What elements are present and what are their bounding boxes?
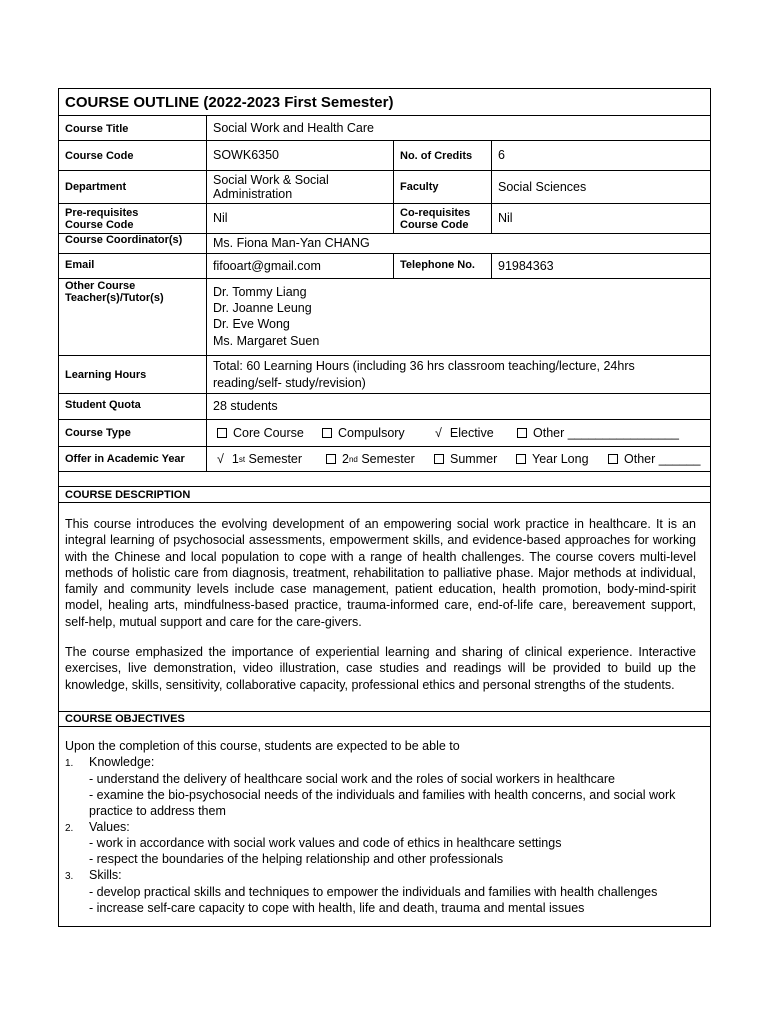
description-heading: COURSE DESCRIPTION (65, 488, 191, 501)
email-value: fifooart@gmail.com (206, 254, 393, 278)
course-type-row (59, 420, 710, 447)
email-label: Email (65, 259, 95, 271)
objectives-heading: COURSE OBJECTIVES (65, 713, 185, 725)
teacher-name: Dr. Joanne Leung (213, 301, 312, 316)
course-code-label: Course Code (65, 149, 134, 162)
option-other-year[interactable] (608, 447, 700, 471)
academic-year-label: Offer in Academic Year (65, 453, 185, 465)
checkbox-icon (516, 454, 526, 464)
objective-title: Values: (89, 819, 130, 834)
email-row (59, 254, 710, 279)
description-paragraph: This course introduces the evolving development of an empowering social work practice in healthcare. It is an integral learning of psychosocial assessments, empowerment skills, and evidence-based approaches for working with the Chinese and local population to cope with a range of health challenges. The course covers multi-level methods of holistic care from diagnosis, treatment, rehabilitation to palliative phase. Major methods at individual, family and community levels include case management, patient education, health promotion, body-mind-spirit model, healing arts, mindfulness-based practice, trauma-informed care, end-of-life care, bereavement support, self-help, mutual support and care for the care-givers. (65, 517, 696, 629)
teacher-name: Dr. Tommy Liang (213, 285, 307, 299)
option-label: Year Long (532, 451, 589, 466)
objective-title: Knowledge: (89, 754, 155, 769)
option-compulsory[interactable] (322, 420, 405, 446)
option-label: Other ______ (624, 451, 701, 466)
objective-point: - work in accordance with social work values and code of ethics in healthcare settings (89, 836, 562, 851)
teachers-list (206, 279, 710, 355)
option-label: Summer (450, 451, 498, 466)
teachers-label-line1: Other Course (65, 280, 136, 292)
prerequisites-label-line1: Pre-requisites (65, 207, 139, 219)
telephone-label: Telephone No. (393, 254, 491, 278)
department-row (59, 171, 710, 204)
corequisites-value: Nil (491, 204, 710, 233)
option-core-course[interactable] (217, 420, 304, 446)
teacher-name: Dr. Eve Wong (213, 317, 290, 332)
checkbox-icon (517, 428, 527, 438)
faculty-label: Faculty (393, 171, 491, 203)
telephone-value: 91984363 (491, 254, 710, 278)
option-label: Elective (449, 425, 494, 440)
page-title: COURSE OUTLINE (2022-2023 First Semester) (65, 93, 394, 111)
learning-hours-value (206, 356, 710, 393)
option-number: 2 (342, 451, 349, 466)
learning-hours-line1: Total: 60 Learning Hours (including 36 hrs classroom teaching/lecture, 24hrs (213, 359, 635, 373)
objective-title: Skills: (89, 868, 122, 883)
objective-point: - respect the boundaries of the helping relationship and other professionals (89, 852, 504, 867)
coordinator-row (59, 234, 710, 254)
checkbox-icon (608, 454, 618, 464)
prerequisites-value: Nil (206, 204, 393, 233)
course-title-value: Social Work and Health Care (206, 116, 710, 140)
course-title-row (59, 116, 710, 141)
objectives-heading-row (59, 712, 710, 727)
option-label: Compulsory (338, 425, 405, 440)
teacher-name: Ms. Margaret Suen (213, 333, 320, 348)
learning-hours-label: Learning Hours (65, 368, 147, 381)
checkmark-icon: √ (435, 425, 442, 440)
checkmark-icon: √ (217, 451, 224, 466)
objectives-intro: Upon the completion of this course, students are expected to be able to (65, 739, 460, 753)
teachers-row (59, 279, 710, 356)
description-heading-row (59, 487, 710, 503)
objective-point: - develop practical skills and techniques to empower the individuals and families with health challenges (89, 885, 658, 900)
objective-heading (65, 820, 696, 837)
corequisites-label-line1: Co-requisites (400, 207, 471, 219)
course-code-value: SOWK6350 (206, 141, 393, 170)
quota-row (59, 394, 710, 420)
department-value (206, 171, 393, 203)
checkbox-icon (322, 428, 332, 438)
prerequisites-label-line2: Course Code (65, 219, 134, 231)
corequisites-label-line2: Course Code (400, 219, 469, 231)
learning-hours-row (59, 356, 710, 394)
course-code-row (59, 141, 710, 171)
objective-heading (65, 868, 696, 885)
teachers-label-line2: Teacher(s)/Tutor(s) (65, 292, 164, 304)
quota-value: 28 students (206, 394, 710, 419)
course-outline-document (58, 88, 711, 927)
option-elective[interactable] (435, 420, 494, 446)
option-year-long[interactable] (516, 447, 589, 471)
option-label: Core Course (233, 425, 304, 440)
coordinator-value: Ms. Fiona Man-Yan CHANG (206, 234, 710, 253)
credits-label: No. of Credits (393, 141, 491, 170)
option-label: Other ________________ (533, 425, 679, 440)
objective-number: 1. (65, 757, 74, 769)
option-label: Semester (248, 451, 303, 466)
course-type-options (206, 420, 710, 446)
objective-heading (65, 755, 696, 772)
option-summer[interactable] (434, 447, 497, 471)
option-other[interactable] (517, 420, 679, 446)
option-second-semester[interactable] (326, 447, 415, 471)
option-label: Semester (361, 451, 415, 466)
description-body (59, 503, 710, 712)
course-type-label: Course Type (65, 427, 131, 439)
checkbox-icon (326, 454, 336, 464)
quota-label: Student Quota (65, 399, 141, 411)
objective-number: 3. (65, 871, 74, 883)
academic-year-row (59, 447, 710, 472)
corequisites-label (393, 204, 491, 233)
teachers-label (59, 279, 206, 355)
objective-point: practice to address them (89, 803, 226, 818)
learning-hours-line2: reading/self- study/revision) (213, 375, 366, 390)
objectives-body (59, 727, 710, 926)
faculty-value: Social Sciences (491, 171, 710, 203)
objectives-list (65, 739, 696, 917)
option-first-semester[interactable] (217, 447, 302, 471)
course-title-label: Course Title (65, 123, 129, 135)
checkbox-icon (434, 454, 444, 464)
option-number: 1 (231, 451, 239, 466)
department-value-line1: Social Work & Social (213, 173, 329, 187)
coordinator-label: Course Coordinator(s) (65, 234, 183, 246)
requisites-row (59, 204, 710, 234)
objective-point: - examine the bio-psychosocial needs of the individuals and families with health concerns, and social work (89, 787, 676, 802)
credits-value: 6 (491, 141, 710, 170)
objective-number: 2. (65, 822, 74, 834)
option-suffix: st (238, 454, 246, 464)
checkbox-icon (217, 428, 227, 438)
spacer-row (59, 472, 710, 487)
objective-point: - increase self-care capacity to cope with health, life and death, trauma and mental issues (89, 901, 585, 916)
option-suffix: nd (348, 454, 358, 464)
prerequisites-label (59, 204, 206, 233)
description-paragraph: The course emphasized the importance of experiential learning and sharing of clinical experience. Interactive exercises, live demonstration, video illustration, case studies and readings will be provided to build up the knowledge, skills, sensitivity, collaborative capacity, professional ethics and personal strengths of the students. (65, 645, 696, 692)
title-row (59, 89, 710, 116)
objective-point: - understand the delivery of healthcare social work and the roles of social workers in healthcare (89, 771, 615, 786)
academic-year-options (206, 447, 710, 471)
department-value-line2: Administration (213, 187, 293, 201)
department-label: Department (65, 181, 127, 193)
